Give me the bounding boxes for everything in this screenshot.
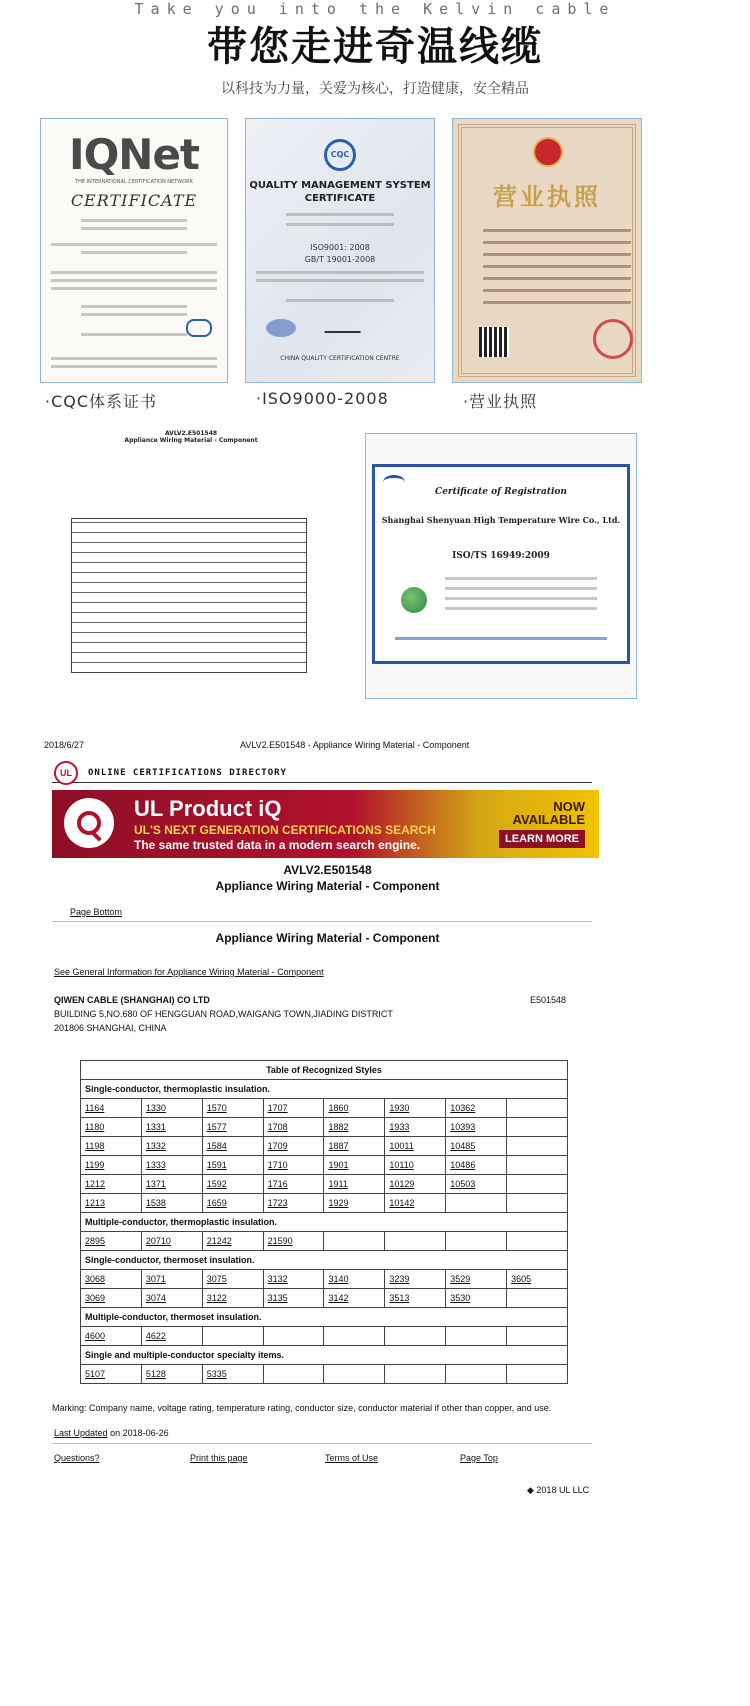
style-link[interactable]: 10129 [389, 1179, 415, 1189]
table-cell [507, 1156, 568, 1175]
table-cell [324, 1137, 385, 1156]
style-link[interactable]: 10011 [389, 1141, 414, 1151]
style-link[interactable]: 10485 [450, 1141, 476, 1151]
table-cell [202, 1175, 263, 1194]
qr-code-icon [479, 327, 509, 357]
table-row [81, 1289, 568, 1308]
table-cell [324, 1327, 385, 1346]
header-tagline: Take you into the Kelvin cable [134, 0, 616, 18]
table-cell [81, 1137, 142, 1156]
iqnet-network-text: THE INTERNATIONAL CERTIFICATION NETWORK [75, 179, 193, 185]
style-link[interactable]: 10362 [450, 1103, 476, 1113]
style-link[interactable]: 1164 [85, 1103, 105, 1113]
table-row [81, 1175, 568, 1194]
style-link[interactable]: 1371 [145, 1179, 166, 1189]
style-link[interactable]: 1709 [267, 1141, 288, 1151]
table-cell [81, 1365, 142, 1384]
cqc-stamp-icon [186, 319, 212, 337]
cqc-standard-2: GB/T 19001-2008 [304, 255, 376, 264]
style-link[interactable]: 3069 [85, 1293, 106, 1303]
table-cell [385, 1270, 446, 1289]
style-link[interactable]: 1212 [85, 1179, 106, 1189]
table-cell [202, 1099, 263, 1118]
table-row [81, 1232, 568, 1251]
style-link[interactable]: 4600 [85, 1331, 106, 1341]
style-link[interactable]: 1331 [145, 1122, 166, 1132]
style-link[interactable]: 3513 [389, 1293, 410, 1303]
style-link[interactable]: 1887 [328, 1141, 349, 1151]
table-group-label: Single-conductor, thermoplastic insulation. [81, 1080, 568, 1099]
table-cell [141, 1194, 202, 1213]
style-link[interactable]: 3132 [267, 1274, 288, 1284]
style-link[interactable]: 3605 [511, 1274, 532, 1284]
table-cell [324, 1270, 385, 1289]
table-cell [324, 1099, 385, 1118]
marking-text: Marking: Company name, voltage rating, temperature rating, conductor size, conductor material if other than copper, and use. [52, 1403, 552, 1413]
table-cell [81, 1232, 142, 1251]
style-link[interactable]: 10110 [389, 1160, 414, 1170]
style-link[interactable]: 10393 [450, 1122, 476, 1132]
style-link[interactable]: 1659 [206, 1198, 227, 1208]
table-cell [202, 1289, 263, 1308]
category-title: Appliance Wiring Material - Component [215, 879, 440, 893]
table-cell [263, 1156, 324, 1175]
cqc-seal-icon: CQC [324, 139, 356, 171]
copyright: ◆ 2018 UL LLC [527, 1485, 590, 1495]
style-link[interactable]: 1716 [267, 1179, 288, 1189]
license-title: 营业执照 [493, 183, 601, 211]
table-cell [141, 1365, 202, 1384]
table-cell [202, 1270, 263, 1289]
table-cell [507, 1137, 568, 1156]
table-row [81, 1118, 568, 1137]
file-number: E501548 [530, 995, 567, 1005]
style-link[interactable]: 1213 [85, 1198, 106, 1208]
ul-small-table [71, 518, 307, 673]
table-group-label: Single and multiple-conductor specialty items. [81, 1346, 568, 1365]
cqc-title: QUALITY MANAGEMENT SYSTEM CERTIFICATE [249, 180, 431, 204]
table-cell [324, 1365, 385, 1384]
license-caption: ·营业执照 [463, 392, 538, 411]
style-link[interactable]: 1538 [145, 1198, 166, 1208]
directory-title: ONLINE CERTIFICATIONS DIRECTORY [88, 768, 287, 778]
table-cell [263, 1118, 324, 1137]
table-row [81, 1365, 568, 1384]
style-link[interactable]: 1592 [206, 1179, 227, 1189]
cqc-standard-1: ISO9001: 2008 [310, 243, 370, 252]
ul-small-code: AVLV2.E501548 [164, 430, 218, 437]
table-cell [385, 1365, 446, 1384]
table-cell [81, 1270, 142, 1289]
header-slogan: 以科技为力量，关爱为核心，打造健康，安全精品 [221, 81, 529, 97]
table-cell [141, 1118, 202, 1137]
table-cell [507, 1289, 568, 1308]
page-title: 带您走进奇温线缆 [207, 24, 543, 70]
table-cell [202, 1365, 263, 1384]
style-link[interactable]: 1882 [328, 1122, 349, 1132]
banner-now-available: NOW AVAILABLE [512, 799, 585, 827]
cqc-certificate-image [245, 118, 435, 383]
table-cell [202, 1327, 263, 1346]
table-cell [202, 1194, 263, 1213]
style-link[interactable]: 1723 [267, 1198, 288, 1208]
nsf-heading: Certificate of Registration [435, 487, 567, 497]
print-page-title: AVLV2.E501548 - Appliance Wiring Material - Component [240, 740, 470, 750]
style-link[interactable]: 5128 [145, 1369, 166, 1379]
table-cell [81, 1118, 142, 1137]
style-link[interactable]: 1199 [85, 1160, 105, 1170]
magnifier-icon [64, 798, 114, 848]
style-link[interactable]: 20710 [145, 1236, 171, 1246]
table-cell [81, 1289, 142, 1308]
table-cell [141, 1099, 202, 1118]
table-cell [202, 1118, 263, 1137]
style-link[interactable]: 1901 [328, 1160, 349, 1170]
style-link[interactable]: 1933 [389, 1122, 410, 1132]
globe-icon [401, 587, 427, 613]
table-cell [385, 1327, 446, 1346]
table-cell [446, 1194, 507, 1213]
table-cell [141, 1156, 202, 1175]
last-updated-link[interactable]: Last Updated [54, 1428, 108, 1438]
ul-listing-thumbnail [55, 430, 327, 692]
last-updated [54, 1428, 169, 1438]
style-link[interactable]: 3074 [145, 1293, 166, 1303]
table-cell [446, 1365, 507, 1384]
style-link[interactable]: 3529 [450, 1274, 471, 1284]
table-cell [141, 1289, 202, 1308]
style-link[interactable]: 1570 [206, 1103, 227, 1113]
table-cell [385, 1232, 446, 1251]
table-cell [202, 1232, 263, 1251]
table-cell [446, 1118, 507, 1137]
table-group-label: Multiple-conductor, thermoplastic insulation. [81, 1213, 568, 1232]
banner-line-2: The same trusted data in a modern search engine. [134, 838, 421, 852]
table-cell [81, 1156, 142, 1175]
ul-small-title: Appliance Wiring Material - Component [124, 437, 258, 444]
table-cell [446, 1099, 507, 1118]
table-cell [446, 1289, 507, 1308]
table-cell [446, 1327, 507, 1346]
table-cell [324, 1194, 385, 1213]
table-cell [446, 1156, 507, 1175]
table-cell [141, 1270, 202, 1289]
table-cell [324, 1175, 385, 1194]
cqc-footer-text: CHINA QUALITY CERTIFICATION CENTRE [280, 355, 400, 362]
style-link[interactable]: 3075 [206, 1274, 227, 1284]
table-cell [507, 1175, 568, 1194]
iqnet-certificate-heading: CERTIFICATE [70, 191, 198, 210]
business-license-image [452, 118, 642, 383]
table-cell [507, 1327, 568, 1346]
table-cell [263, 1365, 324, 1384]
nsf-standard: ISO/TS 16949:2009 [452, 551, 550, 561]
signature-icon [324, 323, 364, 333]
style-link[interactable]: 2895 [85, 1236, 106, 1246]
table-cell [446, 1232, 507, 1251]
ul-logo-icon: UL [54, 761, 78, 785]
table-cell [507, 1365, 568, 1384]
table-cell [263, 1289, 324, 1308]
table-cell [141, 1137, 202, 1156]
style-link[interactable]: 1591 [206, 1160, 227, 1170]
page-bottom-link[interactable]: Page Bottom [70, 907, 123, 917]
style-link[interactable]: 1332 [145, 1141, 166, 1151]
style-link[interactable]: 1198 [85, 1141, 105, 1151]
style-link[interactable]: 1577 [206, 1122, 227, 1132]
table-cell [385, 1194, 446, 1213]
learn-more-button[interactable]: LEARN MORE [499, 830, 585, 848]
style-link[interactable]: 4622 [145, 1331, 166, 1341]
table-row [81, 1137, 568, 1156]
banner-line-1: UL'S NEXT GENERATION CERTIFICATIONS SEARCH [134, 823, 436, 837]
table-group-label: Multiple-conductor, thermoset insulation. [81, 1308, 568, 1327]
style-link[interactable]: 1710 [267, 1160, 288, 1170]
table-cell [141, 1232, 202, 1251]
last-updated-date: on 2018-06-26 [110, 1428, 169, 1438]
table-cell [507, 1118, 568, 1137]
questions-link[interactable]: Questions? [54, 1453, 100, 1463]
national-emblem-icon [533, 137, 563, 167]
style-link[interactable]: 1333 [145, 1160, 166, 1170]
style-link[interactable]: 3140 [328, 1274, 349, 1284]
iqnet-logo: IQNet [68, 130, 200, 179]
company-name: QIWEN CABLE (SHANGHAI) CO LTD [54, 995, 210, 1005]
style-link[interactable]: 1330 [145, 1103, 166, 1113]
table-cell [446, 1137, 507, 1156]
iqnet-caption: ·CQC体系证书 [45, 392, 158, 411]
style-link[interactable]: 1860 [328, 1103, 349, 1113]
table-cell [263, 1270, 324, 1289]
style-link[interactable]: 1180 [85, 1122, 105, 1132]
table-cell [324, 1289, 385, 1308]
table-cell [507, 1232, 568, 1251]
style-link[interactable]: 1930 [389, 1103, 410, 1113]
ul-certification-page [40, 735, 615, 1535]
table-cell [263, 1327, 324, 1346]
print-date: 2018/6/27 [44, 740, 85, 750]
directory-bar [52, 763, 592, 783]
company-address-1: BUILDING 5,NO.680 OF HENGGUAN ROAD,WAIGANG TOWN,JIADING DISTRICT [54, 1009, 393, 1019]
general-info-link[interactable]: See General Information for Appliance Wiring Material - Component [54, 967, 324, 977]
style-link[interactable]: 10503 [450, 1179, 476, 1189]
style-link[interactable]: 3239 [389, 1274, 410, 1284]
style-link[interactable]: 10142 [389, 1198, 415, 1208]
table-cell [81, 1194, 142, 1213]
table-row [81, 1327, 568, 1346]
table-caption: Table of Recognized Styles [81, 1061, 568, 1080]
style-link[interactable]: 10486 [450, 1160, 476, 1170]
style-link[interactable]: 3071 [145, 1274, 166, 1284]
nsf-company: Shanghai Shenyuan High Temperature Wire Co., Ltd. [381, 515, 621, 525]
cqc-caption: ·ISO9000-2008 [256, 389, 389, 408]
table-cell [81, 1327, 142, 1346]
table-cell [81, 1175, 142, 1194]
style-link[interactable]: 3530 [450, 1293, 471, 1303]
category-code: AVLV2.E501548 [283, 863, 372, 877]
style-link[interactable]: 1929 [328, 1198, 349, 1208]
page-top-link[interactable]: Page Top [460, 1453, 498, 1463]
style-link[interactable]: 3142 [328, 1293, 349, 1303]
table-cell [263, 1137, 324, 1156]
table-cell [263, 1232, 324, 1251]
product-iq-banner[interactable] [52, 790, 599, 858]
table-cell [507, 1270, 568, 1289]
table-cell [385, 1175, 446, 1194]
style-link[interactable]: 3068 [85, 1274, 106, 1284]
recognized-styles-table [80, 1060, 568, 1384]
table-cell [507, 1194, 568, 1213]
table-row [81, 1156, 568, 1175]
style-link[interactable]: 3135 [267, 1293, 288, 1303]
style-link[interactable]: 21590 [267, 1236, 293, 1246]
table-cell [446, 1270, 507, 1289]
style-link[interactable]: 1708 [267, 1122, 288, 1132]
style-link[interactable]: 3122 [206, 1293, 227, 1303]
company-address-2: 201806 SHANGHAI, CHINA [54, 1023, 167, 1033]
banner-title: UL Product iQ [134, 796, 282, 821]
terms-of-use-link[interactable]: Terms of Use [325, 1453, 379, 1463]
table-cell [385, 1289, 446, 1308]
table-cell [446, 1175, 507, 1194]
style-link[interactable]: 5107 [85, 1369, 106, 1379]
style-link[interactable]: 5335 [206, 1369, 227, 1379]
style-link[interactable]: 1584 [206, 1141, 227, 1151]
table-cell [324, 1118, 385, 1137]
iaf-logo-icon [266, 319, 296, 337]
print-page-link[interactable]: Print this page [190, 1453, 248, 1463]
table-cell [141, 1327, 202, 1346]
table-cell [263, 1194, 324, 1213]
table-cell [324, 1156, 385, 1175]
table-cell [202, 1156, 263, 1175]
table-cell [81, 1099, 142, 1118]
style-link[interactable]: 1911 [328, 1179, 348, 1189]
table-cell [263, 1175, 324, 1194]
section-title: Appliance Wiring Material - Component [215, 931, 440, 945]
style-link[interactable]: 21242 [206, 1236, 232, 1246]
table-cell [324, 1232, 385, 1251]
table-row [81, 1270, 568, 1289]
table-cell [263, 1099, 324, 1118]
table-cell [385, 1099, 446, 1118]
table-row [81, 1099, 568, 1118]
table-cell [385, 1156, 446, 1175]
table-cell [385, 1137, 446, 1156]
iqnet-certificate-image [40, 118, 228, 383]
table-cell [507, 1099, 568, 1118]
style-link[interactable]: 1707 [267, 1103, 288, 1113]
nsf-certificate-image [365, 433, 637, 699]
table-row [81, 1194, 568, 1213]
table-cell [202, 1137, 263, 1156]
table-group-label: Single-conductor, thermoset insulation. [81, 1251, 568, 1270]
red-stamp-icon [593, 319, 633, 359]
table-cell [385, 1118, 446, 1137]
table-cell [141, 1175, 202, 1194]
